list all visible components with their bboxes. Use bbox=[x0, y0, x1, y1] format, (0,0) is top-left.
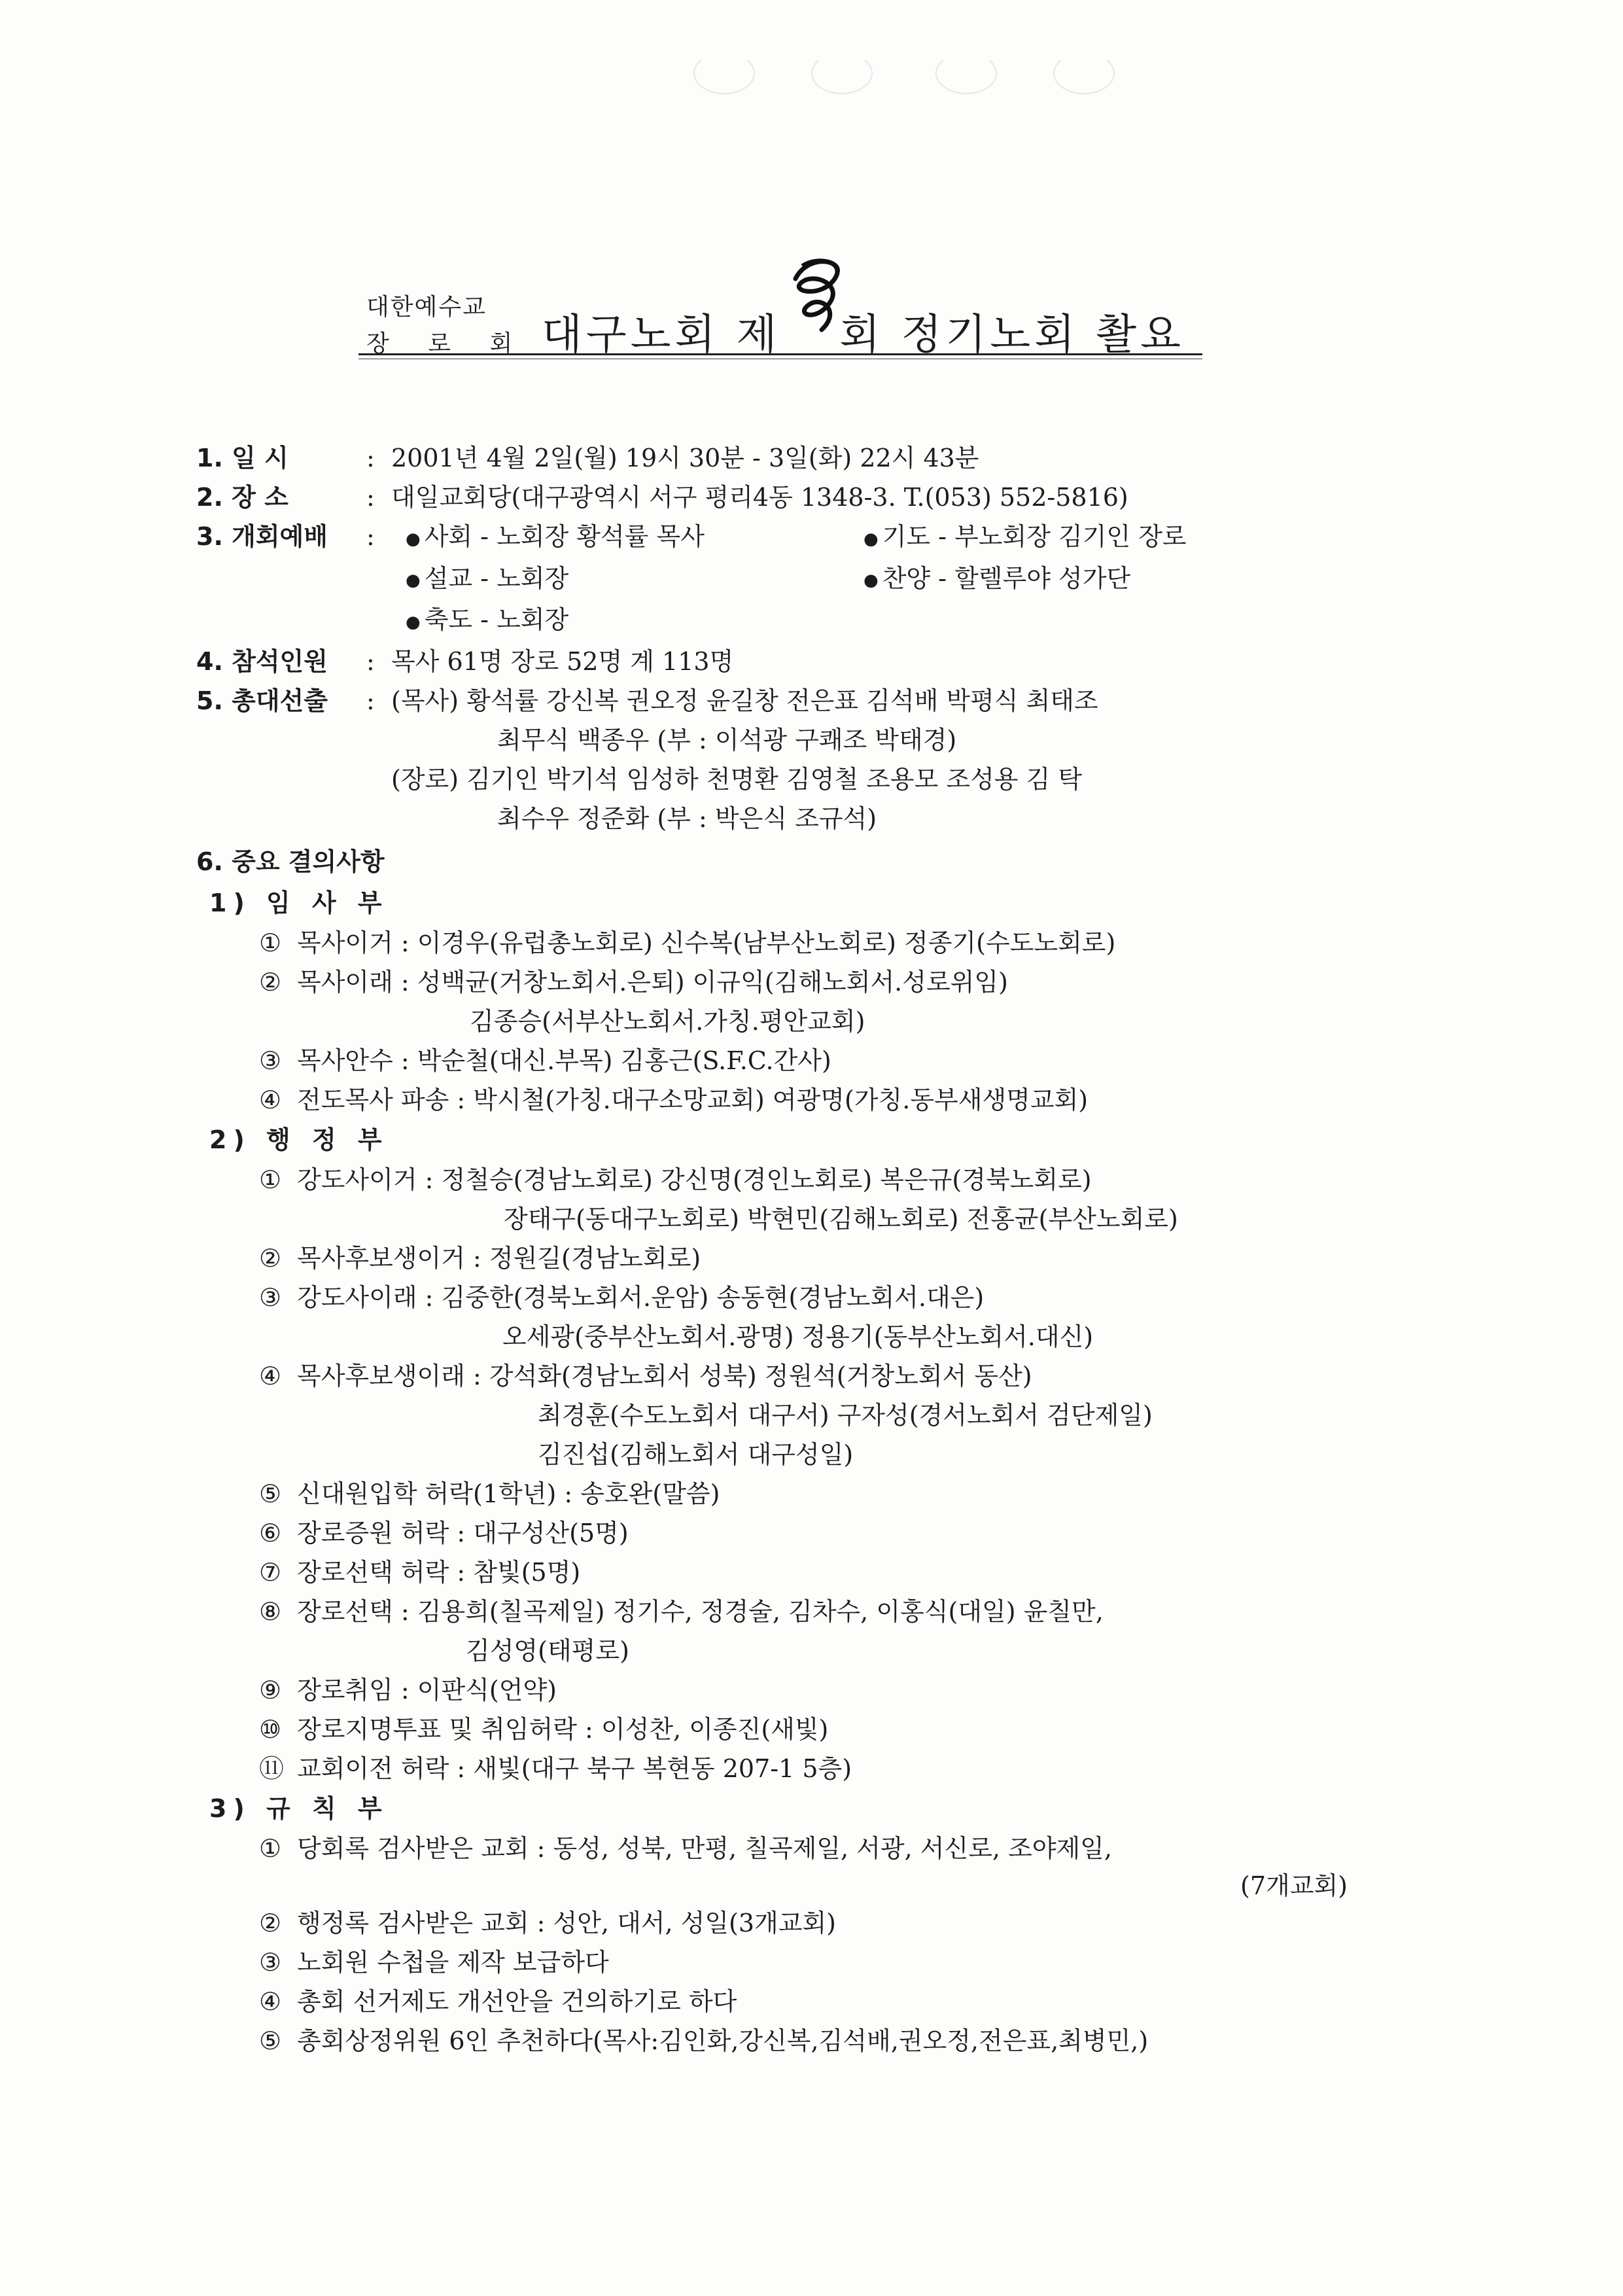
subsection-title: 1) 임 사 부 bbox=[209, 888, 389, 917]
resolution-item: ④ 전도목사 파송 : 박시철(가칭.대구소망교회) 여광명(가칭.동부새생명교회) bbox=[259, 1085, 1089, 1114]
title-prefix: 대구노회 제 bbox=[542, 311, 781, 359]
resolution-item: ⑩ 장로지명투표 및 취임허락 : 이성찬, 이종진(새빛) bbox=[259, 1714, 829, 1744]
section-attendance-value: 목사 61명 장로 52명 계 113명 bbox=[391, 646, 734, 676]
delegates-line: 최수우 정준화 (부 : 박은식 조규석) bbox=[497, 804, 877, 833]
resolution-item: ⑨ 장로취임 : 이판식(언약) bbox=[259, 1675, 557, 1704]
section-worship-label: 3. 개회예배 bbox=[196, 522, 328, 551]
resolution-item: ③ 노회원 수첩을 제작 보급하다 bbox=[259, 1947, 609, 1977]
handwritten-scribble-icon bbox=[782, 253, 854, 338]
resolution-item: ③ 목사안수 : 박순철(대신.부목) 김홍근(S.F.C.간사) bbox=[259, 1046, 831, 1075]
document-header bbox=[358, 267, 1202, 359]
section-attendance: 4. 참석인원 : 목사 61명 장로 52명 계 113명 bbox=[196, 642, 1348, 681]
section-date: 1. 일 시 : 2001년 4월 2일(월) 19시 30분 - 3일(화) 22시 43분 bbox=[196, 438, 1348, 478]
resolution-item: ④ 총회 선거제도 개선안을 건의하기로 하다 bbox=[259, 1987, 737, 2016]
delegates-line: (목사) 황석률 강신복 권오정 윤길창 전은표 김석배 박평식 최태조 bbox=[391, 686, 1098, 715]
section-place-value: 대일교회당(대구광역시 서구 평리4동 1348-3. T.(053) 552-5816) bbox=[391, 483, 1128, 512]
resolution-item: ⑪ 교회이전 허락 : 새빛(대구 북구 복현동 207-1 5층) bbox=[259, 1754, 852, 1783]
section-delegates-label: 5. 총대선출 bbox=[196, 686, 328, 715]
delegates-line: 최무식 백종우 (부 : 이석광 구쾌조 박태경) bbox=[497, 725, 957, 754]
section-worship: 3. 개회예배 : bbox=[196, 517, 1348, 556]
organization-name bbox=[366, 289, 528, 362]
org-line-1: 대한예수교 bbox=[366, 294, 487, 321]
resolution-item: ② 목사후보생이거 : 정원길(경남노회로) bbox=[259, 1243, 701, 1273]
resolution-item: ④ 목사후보생이래 : 강석화(경남노회서 성북) 정원석(거창노회서 동산) bbox=[259, 1361, 1032, 1390]
worship-item: ● 축도 - 노회장 bbox=[406, 600, 864, 642]
subsection-title: 3) 규 칙 부 bbox=[209, 1793, 389, 1823]
delegates-line: (장로) 김기인 박기석 임성하 천명환 김영철 조용모 조성용 김 탁 bbox=[391, 764, 1083, 794]
section-date-label: 1. 일 시 bbox=[196, 444, 288, 472]
resolution-item: ⑥ 장로증원 허락 : 대구성산(5명) bbox=[259, 1518, 629, 1547]
resolution-item: ⑤ 신대원입학 허락(1학년) : 송호완(말씀) bbox=[259, 1479, 720, 1508]
section-attendance-label: 4. 참석인원 bbox=[196, 646, 328, 676]
resolution-item: ⑦ 장로선택 허락 : 참빛(5명) bbox=[259, 1557, 581, 1587]
resolution-item: ⑤ 총회상정위원 6인 추천하다(목사:김인화,강신복,김석배,권오정,전은표,최병민,) bbox=[259, 2026, 1149, 2055]
document-body bbox=[196, 438, 1348, 2060]
resolution-item-continuation: 오세광(중부산노회서.광명) 정용기(동부산노회서.대신) bbox=[502, 1322, 1094, 1351]
punch-hole-mark bbox=[935, 52, 997, 94]
resolution-item: ① 당회록 검사받은 교회 : 동성, 성북, 만평, 칠곡제일, 서광, 서신로, 조야제일, bbox=[259, 1833, 1112, 1863]
section-date-value: 2001년 4월 2일(월) 19시 30분 - 3일(화) 22시 43분 bbox=[391, 444, 979, 472]
org-line-2: 장 로 회 bbox=[366, 330, 529, 357]
section-resolutions-title: 6. 중요 결의사항 bbox=[196, 847, 385, 876]
resolution-item: ① 강도사이거 : 정철승(경남노회로) 강신명(경인노회로) 복은규(경북노회로) bbox=[259, 1165, 1092, 1194]
resolution-item: ⑧ 장로선택 : 김용희(칠곡제일) 정기수, 정경술, 김차수, 이홍식(대일) 윤칠만, bbox=[259, 1597, 1104, 1626]
resolution-item: ① 목사이거 : 이경우(유럽총노회로) 신수복(남부산노회로) 정종기(수도노회로) bbox=[259, 928, 1116, 957]
section-place: 2. 장 소 : 대일교회당(대구광역시 서구 평리4동 1348-3. T.(053) 552-5816) bbox=[196, 478, 1348, 517]
resolution-item-continuation: 최경훈(수도노회서 대구서) 구자성(경서노회서 검단제일) bbox=[538, 1400, 1153, 1430]
resolution-item: ② 목사이래 : 성백균(거창노회서.은퇴) 이규익(김해노회서.성로위임) bbox=[259, 967, 1008, 997]
resolution-item: ② 행정록 검사받은 교회 : 성안, 대서, 성일(3개교회) bbox=[259, 1908, 837, 1937]
worship-item: ● 사회 - 노회장 황석률 목사 bbox=[406, 517, 864, 559]
resolution-item-tail: (7개교회) bbox=[1240, 1871, 1348, 1900]
punch-hole-mark bbox=[1053, 52, 1115, 94]
resolution-item-continuation: 장태구(동대구노회로) 박현민(김해노회로) 전홍균(부산노회로) bbox=[504, 1204, 1178, 1233]
section-place-label: 2. 장 소 bbox=[196, 483, 288, 512]
resolution-item-continuation: 김진섭(김해노회서 대구성일) bbox=[538, 1439, 854, 1469]
title-underline bbox=[358, 353, 1202, 355]
punch-hole-mark bbox=[693, 52, 755, 94]
resolution-item-continuation: 김종승(서부산노회서.가칭.평안교회) bbox=[470, 1006, 865, 1036]
punch-hole-mark bbox=[811, 52, 873, 94]
resolution-item: ③ 강도사이래 : 김중한(경북노회서.운암) 송동현(경남노회서.대은) bbox=[259, 1282, 985, 1312]
subsection-title: 2) 행 정 부 bbox=[209, 1125, 389, 1154]
worship-item: ● 설교 - 노회장 bbox=[406, 559, 864, 601]
page-title bbox=[542, 301, 1185, 361]
worship-item: ● 찬양 - 할렐루야 성가단 bbox=[864, 559, 1321, 601]
section-delegates: 5. 총대선출 : (목사) 황석률 강신복 권오정 윤길창 전은표 김석배 박평식 최태조 bbox=[196, 681, 1348, 720]
worship-item: ● 기도 - 부노회장 김기인 장로 bbox=[864, 517, 1321, 559]
resolution-item-continuation: 김성영(태평로) bbox=[466, 1636, 629, 1665]
title-suffix: 회 정기노회 촬요 bbox=[839, 311, 1185, 359]
